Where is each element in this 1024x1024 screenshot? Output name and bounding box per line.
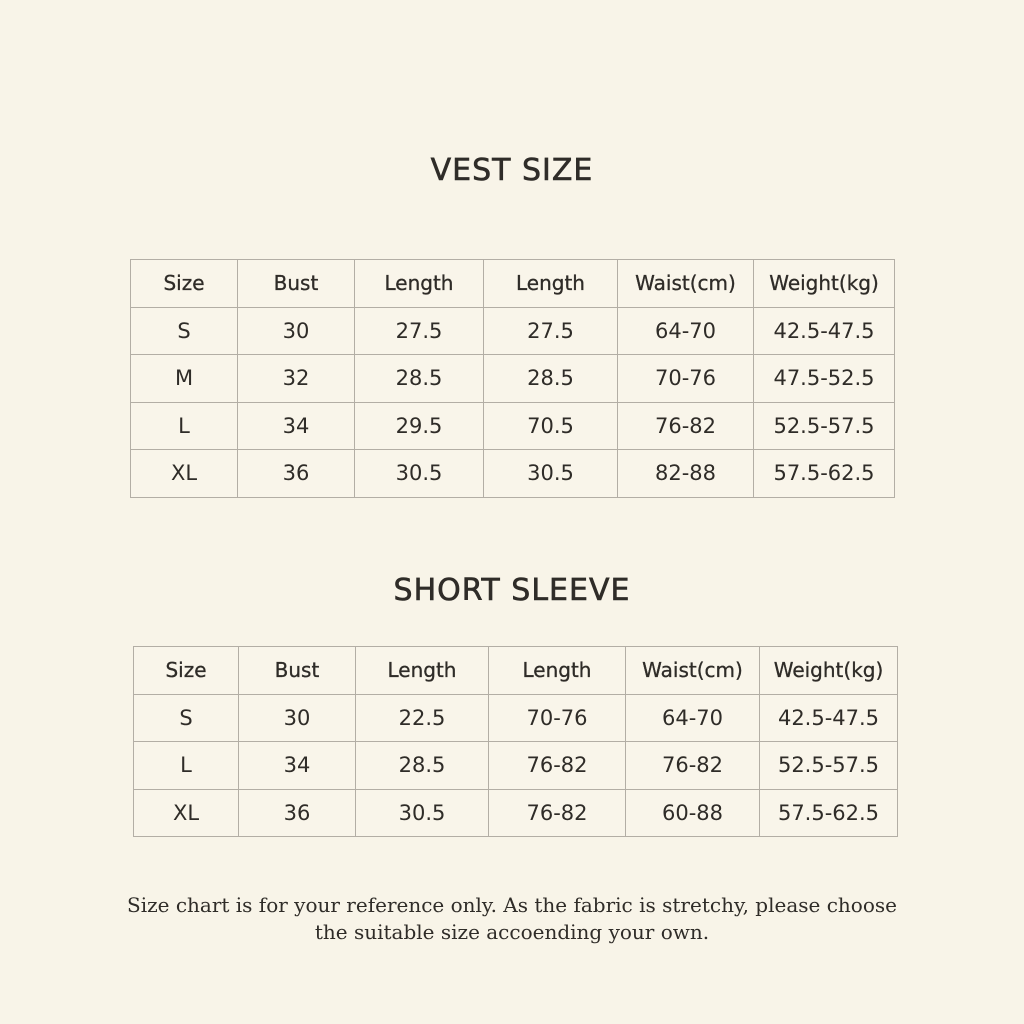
cell-size: S [131,307,238,355]
cell-length: 76-82 [489,742,626,790]
cell-waist: 64-70 [626,694,760,742]
cell-size: XL [131,450,238,498]
cell-weight: 42.5-47.5 [760,694,898,742]
cell-waist: 60-88 [626,789,760,837]
cell-bust: 34 [239,742,356,790]
cell-size: L [131,402,238,450]
cell-length: 70-76 [489,694,626,742]
header-waist: Waist(cm) [626,647,760,695]
table-row [134,789,898,837]
cell-weight: 57.5-62.5 [760,789,898,837]
footnote-line-2: the suitable size accoending your own. [314,920,710,944]
cell-weight: 52.5-57.5 [754,402,895,450]
header-length: Length [355,260,484,308]
table-row [131,450,895,498]
cell-weight: 52.5-57.5 [760,742,898,790]
header-length: Length [489,647,626,695]
cell-size: XL [134,789,239,837]
table-row [134,742,898,790]
size-chart-footnote [0,892,1024,946]
table-header-row [131,260,895,308]
cell-bust: 36 [239,789,356,837]
cell-waist: 76-82 [618,402,754,450]
cell-length: 76-82 [489,789,626,837]
cell-size: M [131,355,238,403]
cell-length: 30.5 [484,450,618,498]
cell-bust: 30 [238,307,355,355]
header-length: Length [356,647,489,695]
cell-waist: 76-82 [626,742,760,790]
cell-length: 22.5 [356,694,489,742]
cell-bust: 34 [238,402,355,450]
cell-size: S [134,694,239,742]
cell-length: 27.5 [355,307,484,355]
header-bust: Bust [238,260,355,308]
table-header-row [134,647,898,695]
cell-size: L [134,742,239,790]
table-row [131,307,895,355]
cell-bust: 32 [238,355,355,403]
cell-length: 70.5 [484,402,618,450]
vest-size-table [130,259,895,498]
cell-waist: 70-76 [618,355,754,403]
cell-length: 28.5 [484,355,618,403]
short-sleeve-title: SHORT SLEEVE [393,573,631,608]
vest-size-title: VEST SIZE [430,153,594,188]
cell-length: 30.5 [355,450,484,498]
cell-waist: 82-88 [618,450,754,498]
cell-bust: 30 [239,694,356,742]
header-length: Length [484,260,618,308]
cell-length: 29.5 [355,402,484,450]
footnote-line-1: Size chart is for your reference only. As the fabric is stretchy, please choose [127,893,897,917]
header-size: Size [134,647,239,695]
cell-weight: 57.5-62.5 [754,450,895,498]
cell-length: 28.5 [356,742,489,790]
header-weight: Weight(kg) [754,260,895,308]
table-row [134,694,898,742]
header-size: Size [131,260,238,308]
cell-length: 27.5 [484,307,618,355]
cell-length: 28.5 [355,355,484,403]
header-bust: Bust [239,647,356,695]
cell-weight: 47.5-52.5 [754,355,895,403]
header-waist: Waist(cm) [618,260,754,308]
cell-bust: 36 [238,450,355,498]
table-row [131,355,895,403]
table-row [131,402,895,450]
short-sleeve-size-table [133,646,898,837]
cell-length: 30.5 [356,789,489,837]
cell-weight: 42.5-47.5 [754,307,895,355]
header-weight: Weight(kg) [760,647,898,695]
cell-waist: 64-70 [618,307,754,355]
